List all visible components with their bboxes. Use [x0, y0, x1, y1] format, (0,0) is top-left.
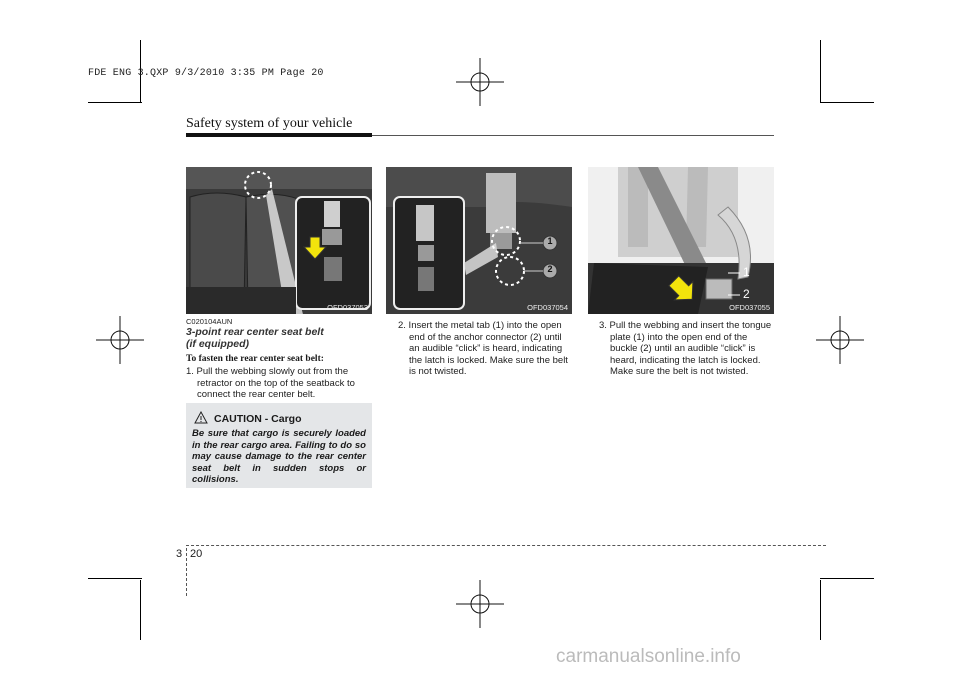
callout-1: 1	[547, 236, 553, 246]
callout-2: 2	[547, 264, 553, 274]
page-header-title: Safety system of your vehicle	[186, 116, 353, 131]
crop-mark	[820, 578, 874, 579]
chapter-number: 3	[176, 548, 183, 560]
crop-mark	[140, 580, 141, 640]
caution-box	[186, 403, 372, 488]
watermark: carmanualsonline.info	[556, 646, 741, 667]
caution-text: Be sure that cargo is securely loaded in the rear cargo area. Failing to do so may cause damage to the rear center seat belt in sudden stops or collisions.	[192, 428, 366, 485]
subhead-line-2: (if equipped)	[186, 338, 249, 350]
seatback-illustration	[186, 167, 372, 314]
step-3: 3. Pull the webbing and insert the tongue plate (1) into the open end of the buckle (2) until an audible “click” is heard, indicating the latch is locked. Make sure the belt is not twisted.	[599, 320, 772, 377]
header-bar	[186, 133, 372, 137]
crop-mark	[88, 102, 142, 103]
anchor-illustration	[386, 167, 572, 314]
figure-code: OFD037054	[527, 303, 568, 312]
section-subhead	[186, 326, 376, 350]
registration-mark-bottom	[456, 580, 504, 628]
caution-title: CAUTION - Cargo	[214, 413, 302, 425]
crop-mark	[820, 580, 821, 640]
section-code: C020104AUN	[186, 317, 233, 326]
footer-rule	[186, 545, 826, 546]
crop-mark	[88, 578, 142, 579]
registration-mark-right	[816, 316, 864, 364]
registration-mark-left	[96, 316, 144, 364]
figure-code: OFD037055	[729, 303, 770, 312]
step-2: 2. Insert the metal tab (1) into the open end of the anchor connector (2) until an audible “click” is heard, indicating the latch is locked. Make sure the belt is not twisted.	[398, 320, 568, 377]
callout-2: 2	[743, 287, 750, 301]
crop-mark	[820, 102, 874, 103]
figure-rear-seatback	[186, 167, 372, 314]
print-slug: FDE ENG 3.QXP 9/3/2010 3:35 PM Page 20	[88, 68, 324, 79]
page-number: 20	[190, 548, 203, 560]
subhead-line-1: 3-point rear center seat belt	[186, 326, 324, 338]
figure-code: OFD037053	[327, 303, 368, 312]
header-rule	[372, 135, 774, 136]
figure-anchor-connector	[386, 167, 572, 314]
step-1: 1. Pull the webbing slowly out from the retractor on the top of the seatback to connect the rear center belt.	[186, 366, 355, 400]
crop-mark	[820, 40, 821, 102]
figure-tongue-plate	[588, 167, 774, 314]
warning-icon	[194, 411, 208, 424]
registration-mark-top	[456, 58, 504, 106]
footer-vertical-rule	[186, 548, 187, 596]
callout-1: 1	[743, 265, 750, 279]
lead-text: To fasten the rear center seat belt:	[186, 354, 324, 364]
